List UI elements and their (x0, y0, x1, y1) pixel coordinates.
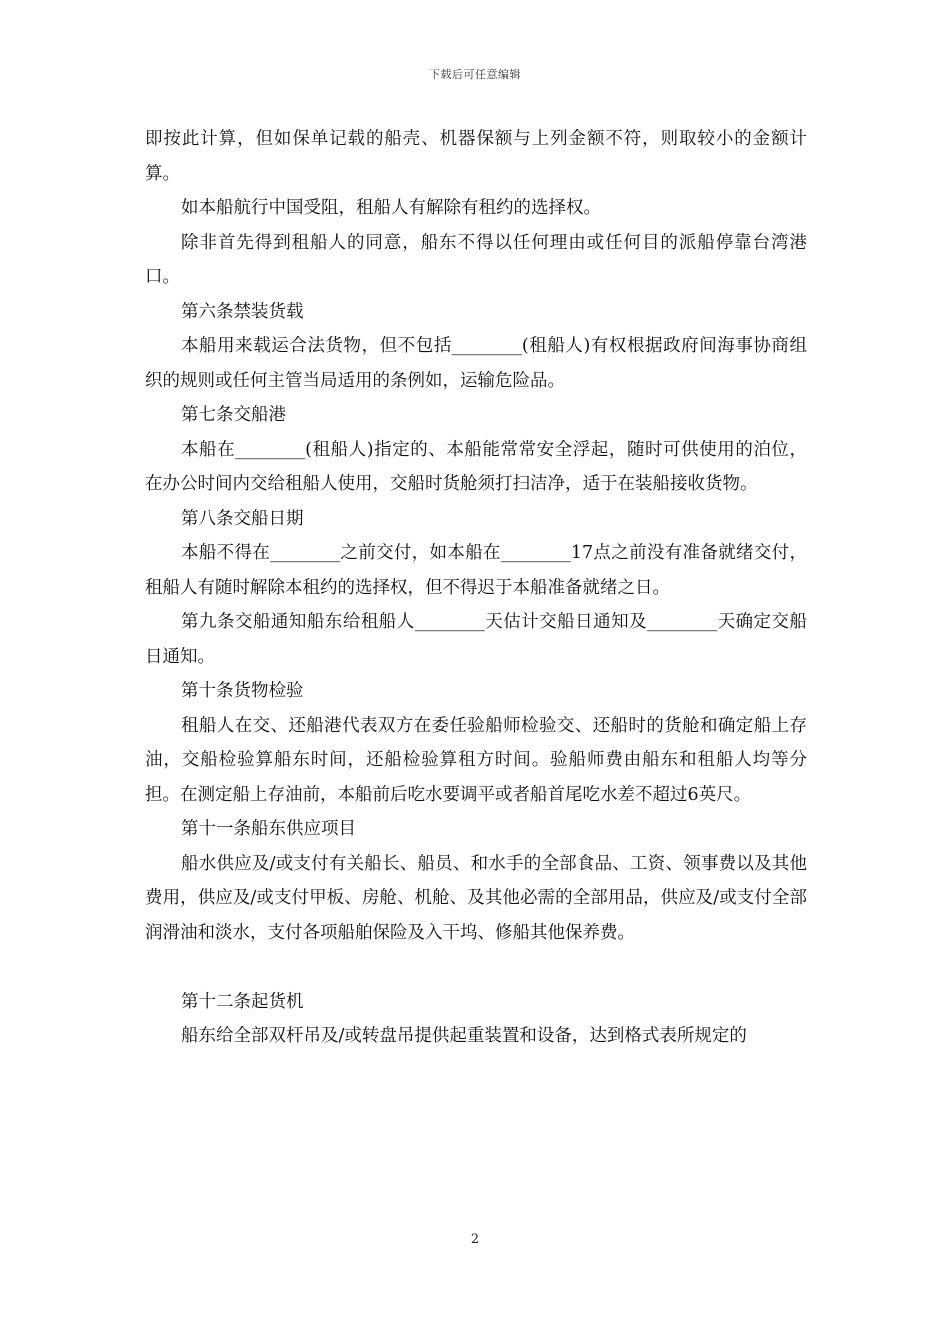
paragraph-8: 租船人在交、还船港代表双方在委任验船师检验交、还船时的货舱和确定船上存油，交船检验算船东时间，还船检验算租方时间。验船师费由船东和租船人均等分担。在测定船上存油前，本船前后吃水要调平或者船首尾吃水差不超过6英尺。 (145, 715, 807, 805)
page-number: 2 (470, 1232, 480, 1247)
section-heading-7: 第七条交船港 (181, 405, 286, 425)
document-body (145, 122, 807, 1054)
blank-line (145, 950, 807, 985)
page-header: 下载后可任意编辑 (429, 68, 521, 81)
paragraph-9: 船水供应及/或支付有关船长、船员、和水手的全部食品、工资、领事费以及其他费用，供应及/或支付甲板、房舱、机舱、及其他必需的全部用品，供应及/或支付全部润滑油和淡水，支付各项船舶保险及入干坞、修船其他保养费。 (145, 853, 807, 943)
paragraph-3: 除非首先得到租船人的同意，船东不得以任何理由或任何目的派船停靠台湾港口。 (145, 232, 807, 287)
section-heading-6: 第六条禁装货载 (181, 301, 304, 322)
section-heading-12: 第十二条起货机 (181, 991, 304, 1012)
paragraph-2: 如本船航行中国受阻，租船人有解除有租约的选择权。 (181, 198, 601, 218)
paragraph-6: 本船不得在________之前交付，如本船在________17点之前没有准备就绪交付，租船人有随时解除本租约的选择权，但不得迟于本船准备就绪之日。 (145, 543, 807, 598)
paragraph-10: 船东给全部双杆吊及/或转盘吊提供起重装置和设备，达到格式表所规定的 (181, 1026, 747, 1046)
paragraph-4: 本船用来载运合法货物，但不包括________(租船人)有权根据政府间海事协商组织的规则或任何主管当局适用的条例如，运输危险品。 (145, 336, 807, 391)
paragraph-7: 第九条交船通知船东给租船人________天估计交船日通知及________天确定交船日通知。 (145, 612, 807, 667)
section-heading-11: 第十一条船东供应项目 (181, 819, 356, 839)
paragraph-1: 即按此计算，但如保单记载的船壳、机器保额与上列金额不符，则取较小的金额计算。 (145, 129, 807, 184)
paragraph-5: 本船在________(租船人)指定的、本船能常常安全浮起，随时可供使用的泊位，在办公时间内交给租船人使用，交船时货舱须打扫洁净，适于在装船接收货物。 (145, 439, 807, 494)
section-heading-8: 第八条交船日期 (181, 508, 304, 529)
section-heading-10: 第十条货物检验 (181, 681, 304, 701)
